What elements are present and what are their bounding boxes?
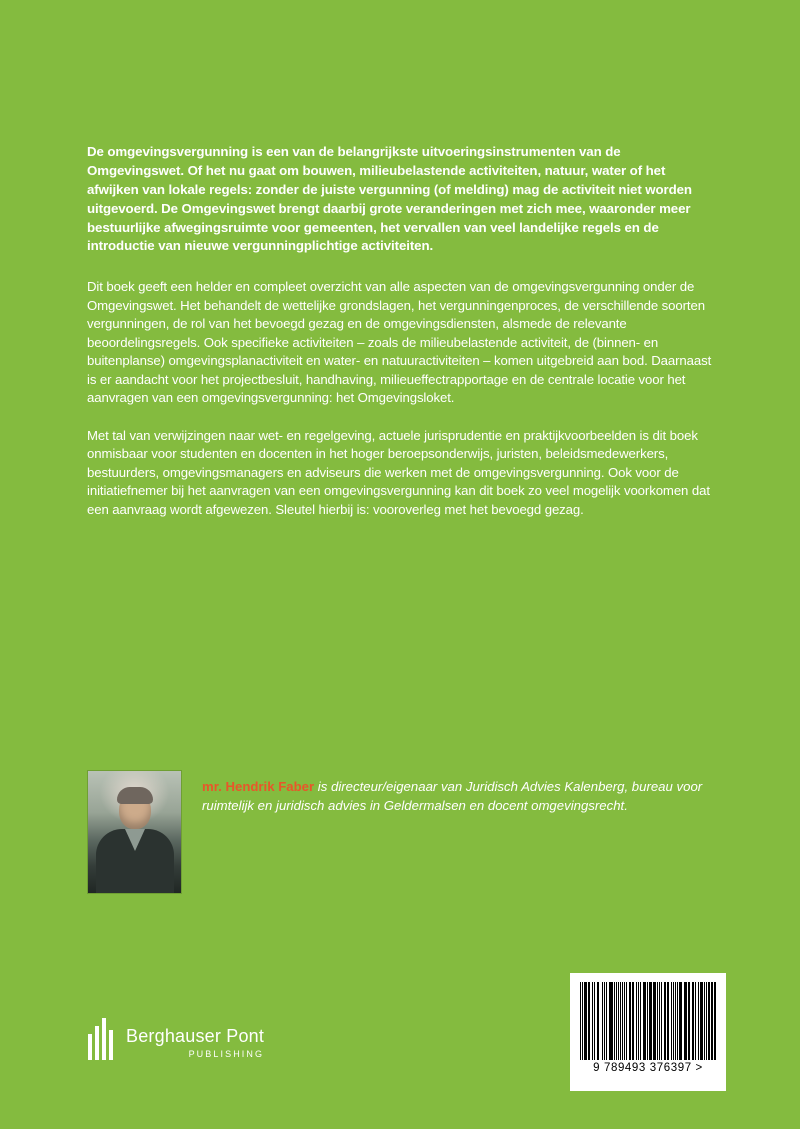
author-name: mr. Hendrik Faber bbox=[202, 779, 315, 794]
publisher-suffix: PUBLISHING bbox=[188, 1049, 265, 1059]
author-description bbox=[202, 770, 713, 815]
author-photo bbox=[87, 770, 182, 894]
blurb-text-block bbox=[87, 143, 713, 538]
publisher-logo-icon bbox=[88, 1018, 116, 1060]
blurb-paragraph-2: Dit boek geeft een helder en compleet overzicht van alle aspecten van de omgevingsvergunning onder de Omgevingswet. Het behandelt de wettelijke grondslagen, het vergunningenproces, de verschillende soorten vergunningen, de rol van het bevoegd gezag en de omgevingsdiensten, alsmede de relevante beoordelingsregels. Ook specifieke activiteiten – zoals de milieubelastende activiteit, de (binnen- en buitenplanse) omgevingsplanactiviteit en water- en natuuractiviteiten – komen uitgebreid aan bod. Daarnaast is er aandacht voor het projectbesluit, handhaving, milieueffectrapportage en de centrale locatie voor het aanvragen van een omgevingsvergunning: het Omgevingsloket. bbox=[87, 279, 712, 406]
barcode-number: 9 789493 376397 > bbox=[593, 1062, 703, 1074]
publisher-logo bbox=[88, 1018, 264, 1060]
blurb-paragraph-3: Met tal van verwijzingen naar wet- en regelgeving, actuele jurisprudentie en praktijkvoorbeelden is dit boek onmisbaar voor studenten en docenten in het hoger beroepsonderwijs, juristen, beleidsmedewerkers, bestuurders, omgevingsmanagers en adviseurs die werken met de omgevingsvergunning. Ook voor de initiatiefnemer bij het aanvragen van een omgevingsvergunning kan dit boek zo veel mogelijk voorkomen dat een aanvraag wordt afgewezen. Sleutel hierbij is: vooroverleg met het bevoegd gezag. bbox=[87, 427, 710, 517]
author-block bbox=[87, 770, 713, 894]
author-bio: is directeur/eigenaar van Juridisch Advies Kalenberg, bureau voor ruimtelijk en juridisch advies in Geldermalsen en docent omgevingsrecht. bbox=[202, 779, 703, 813]
isbn-barcode bbox=[570, 973, 726, 1091]
blurb-lead-paragraph: De omgevingsvergunning is een van de belangrijkste uitvoeringsinstrumenten van de Omgevingswet. Of het nu gaat om bouwen, milieubelastende activiteiten, natuur, water of het afwijken van lokale regels: zonder de juiste vergunning (of melding) mag de activiteit niet worden uitgevoerd. De Omgevingswet brengt daarbij grote veranderingen met zich mee, waaronder meer bestuurlijke afwegingsruimte voor gemeenten, het vervallen van veel landelijke regels en de introductie van nieuwe vergunningplichtige activiteiten. bbox=[87, 144, 692, 254]
publisher-name: Berghauser Pont bbox=[126, 1026, 265, 1047]
photo-hair bbox=[117, 787, 153, 804]
barcode-bars bbox=[580, 982, 716, 1060]
publisher-logo-text bbox=[126, 1027, 264, 1060]
